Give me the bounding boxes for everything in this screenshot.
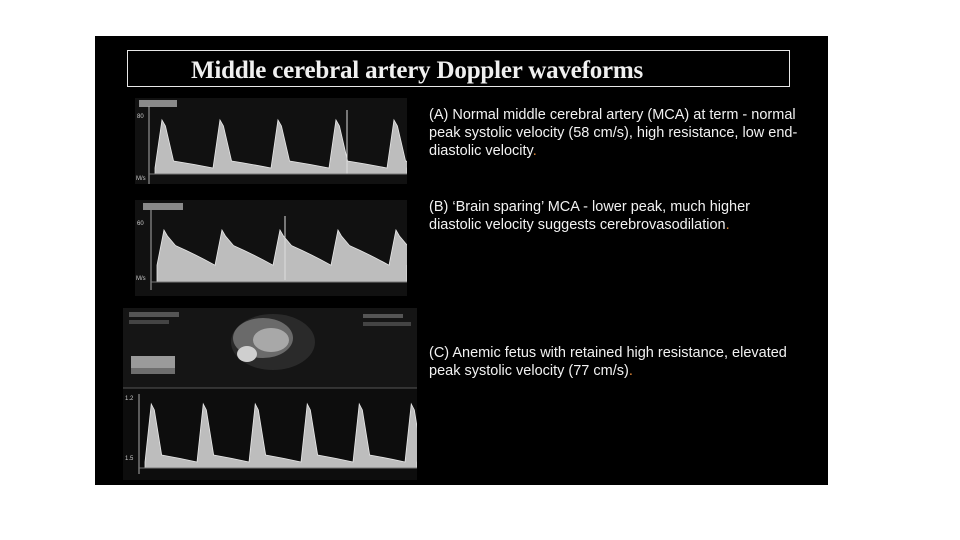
- panel-c-tick-top: 1.2: [125, 396, 134, 402]
- slide: [95, 36, 828, 485]
- caption-b: (B) ‘Brain sparing’ MCA - lower peak, much higher diastolic velocity suggests cerebrovasodilation.: [429, 199, 751, 233]
- doppler-panel-a: [135, 98, 407, 184]
- panel-a-tick-bottom: M/s: [136, 176, 146, 182]
- doppler-panel-c: [123, 308, 417, 480]
- title-box: [127, 50, 790, 87]
- waveform-a-image: [135, 98, 407, 184]
- waveform-c-image: [123, 308, 417, 480]
- panel-c-tick-bottom: 1.5: [125, 456, 134, 462]
- panel-a-tick-top: 80: [137, 114, 144, 120]
- panel-b-tick-bottom: M/s: [136, 276, 146, 282]
- caption-a-text: (A) Normal middle cerebral artery (MCA) at term - normal peak systolic velocity (58 cm/s), high resistance, low end-diastolic velocity: [429, 107, 798, 159]
- caption-b-text: (B) ‘Brain sparing’ MCA - lower peak, much higher diastolic velocity suggests cerebrovasodilation: [429, 199, 751, 233]
- waveform-b-image: [135, 200, 407, 296]
- caption-a: (A) Normal middle cerebral artery (MCA) at term - normal peak systolic velocity (58 cm/s), high resistance, low end-diastolic velocity.: [429, 107, 798, 159]
- doppler-panel-b: [135, 200, 407, 296]
- caption-c: (C) Anemic fetus with retained high resistance, elevated peak systolic velocity (77 cm/s).: [429, 345, 787, 379]
- slide-title: Middle cerebral artery Doppler waveforms: [191, 57, 644, 84]
- panel-b-tick-top: 60: [137, 221, 144, 227]
- caption-c-text: (C) Anemic fetus with retained high resistance, elevated peak systolic velocity (77 cm/s): [429, 345, 787, 379]
